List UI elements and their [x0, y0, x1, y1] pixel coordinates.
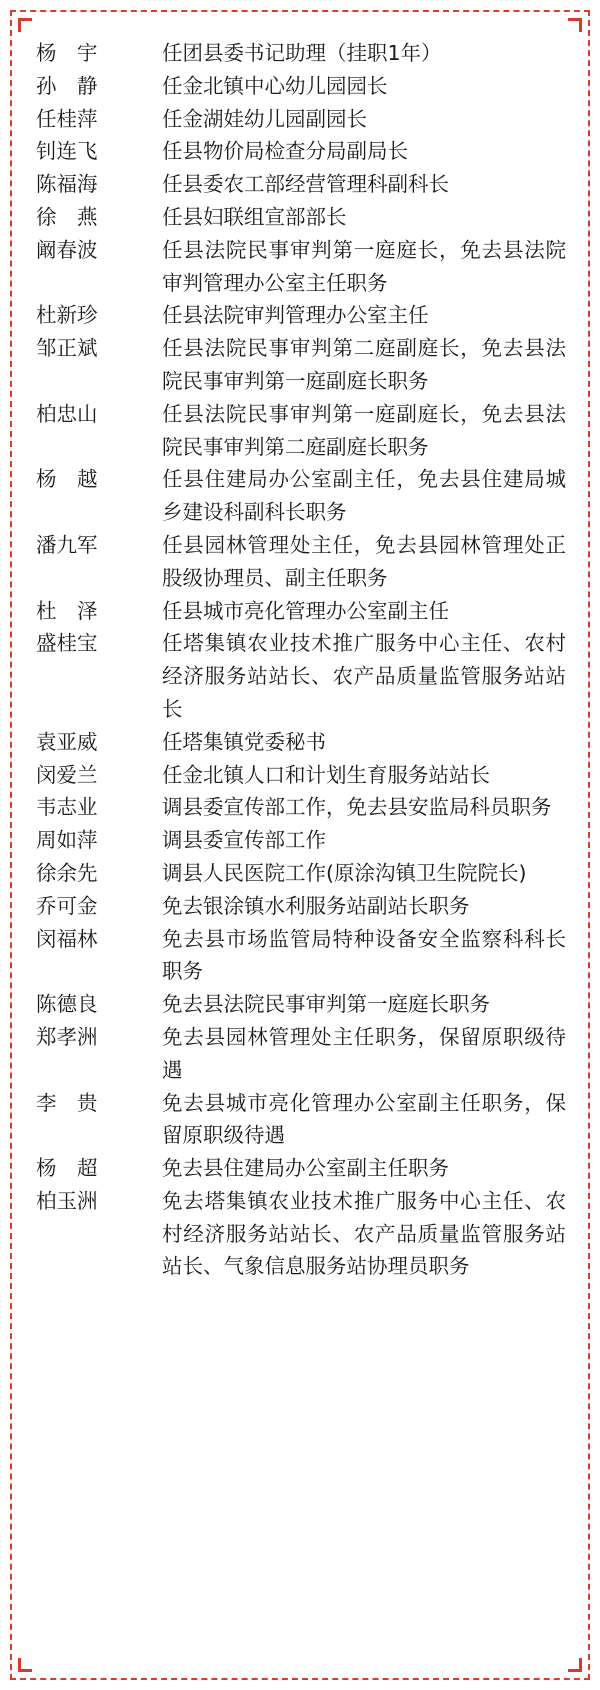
- appointment-text: 任县住建局办公室副主任，免去县住建局城乡建设科副科长职务: [162, 467, 566, 525]
- list-item: [36, 627, 566, 725]
- appointment-text: 调县委宣传部工作，免去县安监局科员职务: [162, 795, 552, 820]
- list-item: [36, 759, 566, 792]
- list-item: [36, 299, 566, 332]
- appointment-text: 调县委宣传部工作: [162, 828, 326, 853]
- person-name: 孙 静: [36, 73, 98, 98]
- appointment-text: 任县委农工部经营管理科副科长: [162, 172, 449, 197]
- person-name: 杨 宇: [36, 41, 98, 65]
- person-name: 徐 燕: [36, 204, 98, 229]
- appointment-text: 任县园林管理处主任，免去县园林管理处正股级协理员、副主任职务: [162, 532, 566, 590]
- list-item: [36, 332, 566, 398]
- person-name: 乔可金: [36, 893, 98, 918]
- person-name: 杜 泽: [36, 598, 98, 623]
- list-item: [36, 595, 566, 628]
- appointment-text: 免去银涂镇水利服务站副站长职务: [162, 893, 470, 918]
- list-item: [36, 135, 566, 168]
- list-item: [36, 824, 566, 857]
- corner-ornament-top-right: [568, 18, 582, 32]
- appointment-text: 免去县法院民事审判第一庭庭长职务: [162, 992, 490, 1017]
- appointment-text: 任团县委书记助理（挂职1年）: [162, 41, 442, 65]
- corner-ornament-top-left: [18, 18, 32, 32]
- list-item: [36, 988, 566, 1021]
- person-name: 袁亚威: [36, 729, 98, 754]
- list-item: [36, 398, 566, 464]
- list-item: [36, 1185, 566, 1283]
- person-name: 邹正斌: [36, 336, 98, 361]
- person-name: 陈福海: [36, 172, 98, 197]
- person-name: 盛桂宝: [36, 631, 98, 656]
- person-name: 潘九军: [36, 532, 98, 557]
- appointment-text: 任县法院民事审判第二庭副庭长，免去县法院民事审判第一庭副庭长职务: [162, 336, 566, 393]
- list-item: [36, 234, 566, 300]
- appointment-text: 任金北镇中心幼儿园园长: [162, 73, 388, 98]
- list-item: [36, 463, 566, 529]
- person-name: 陈德良: [36, 992, 98, 1017]
- appointment-text: 免去县市场监管局特种设备安全监察科科长职务: [162, 926, 566, 984]
- person-name: 杨 越: [36, 467, 98, 492]
- appointment-text: 免去县住建局办公室副主任职务: [162, 1156, 449, 1181]
- appointment-text: 任金湖娃幼儿园副园长: [162, 106, 367, 131]
- person-name: 郑孝洲: [36, 1024, 98, 1049]
- person-name: 柏忠山: [36, 401, 98, 426]
- list-item: [36, 201, 566, 234]
- appointment-text: 免去塔集镇农业技术推广服务中心主任、农村经济服务站站长、农产品质量监管服务站站长、气象信息服务站协理员职务: [162, 1188, 566, 1279]
- appointment-text: 免去县城市亮化管理办公室副主任职务，保留原职级待遇: [162, 1090, 566, 1148]
- list-item: [36, 726, 566, 759]
- list-item: [36, 1021, 566, 1087]
- list-item: [36, 791, 566, 824]
- appointment-text: 任县法院民事审判第一庭副庭长，免去县法院民事审判第二庭副庭长职务: [162, 401, 566, 459]
- appointment-text: 任县法院审判管理办公室主任: [162, 303, 429, 328]
- appointment-text: 任县城市亮化管理办公室副主任: [162, 598, 449, 623]
- person-name: 李 贵: [36, 1090, 98, 1115]
- list-item: [36, 168, 566, 201]
- appointment-text: 任塔集镇农业技术推广服务中心主任、农村经济服务站站长、农产品质量监管服务站站长: [162, 631, 566, 721]
- list-item: [36, 70, 566, 103]
- list-item: [36, 103, 566, 136]
- list-item: [36, 923, 566, 989]
- list-item: [36, 529, 566, 595]
- appointment-text: 任金北镇人口和计划生育服务站站长: [162, 762, 490, 787]
- person-name: 任桂萍: [36, 106, 98, 131]
- person-name: 柏玉洲: [36, 1188, 98, 1213]
- appointment-text: 调县人民医院工作(原涂沟镇卫生院院长): [162, 860, 527, 885]
- list-item: [36, 37, 566, 70]
- corner-ornament-bottom-right: [568, 1658, 582, 1672]
- list-item: [36, 890, 566, 923]
- list-item: [36, 1087, 566, 1153]
- appointment-text: 任县妇联组宣部部长: [162, 204, 347, 229]
- person-name: 闵爱兰: [36, 762, 98, 787]
- list-item: [36, 857, 566, 890]
- appointment-list: [36, 37, 566, 1283]
- appointment-text: 任县物价局检查分局副局长: [162, 139, 408, 164]
- list-item: [36, 1152, 566, 1185]
- corner-ornament-bottom-left: [18, 1658, 32, 1672]
- person-name: 韦志业: [36, 795, 98, 820]
- person-name: 杜新珍: [36, 303, 98, 328]
- person-name: 徐余先: [36, 860, 98, 885]
- appointment-text: 免去县园林管理处主任职务，保留原职级待遇: [162, 1024, 566, 1082]
- appointment-text: 任塔集镇党委秘书: [162, 729, 326, 754]
- appointment-text: 任县法院民事审判第一庭庭长，免去县法院审判管理办公室主任职务: [162, 237, 566, 295]
- person-name: 钊连飞: [36, 139, 98, 164]
- person-name: 阚春波: [36, 237, 98, 262]
- person-name: 闵福林: [36, 926, 98, 951]
- person-name: 杨 超: [36, 1156, 98, 1181]
- person-name: 周如萍: [36, 828, 98, 853]
